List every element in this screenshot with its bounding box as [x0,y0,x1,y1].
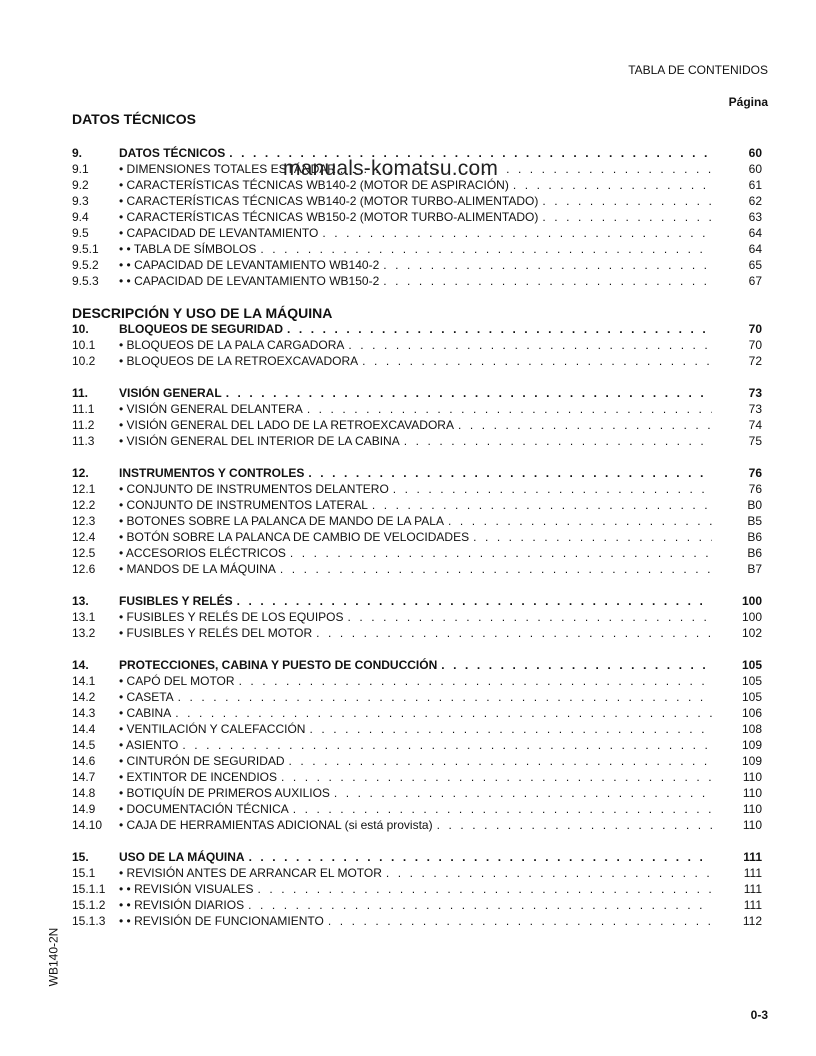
entry-page: 64 [748,242,762,256]
dot-leader [257,881,712,897]
entry-page: 105 [741,658,762,672]
entry-number: 11.3 [72,434,95,448]
entry-title: • VISIÓN GENERAL DEL LADO DE LA RETROEXCAVADORA [119,418,454,432]
toc-entry[interactable] [72,881,762,897]
entry-title: • ACCESORIOS ELÉCTRICOS [119,546,286,560]
dot-leader [441,657,712,673]
entry-title: DATOS TÉCNICOS [119,146,226,160]
entry-page: 108 [741,722,762,736]
entry-title: • BLOQUEOS DE LA PALA CARGADORA [119,338,345,352]
entry-page: 76 [748,482,762,496]
toc-entry[interactable] [72,913,762,929]
toc-group [72,321,762,369]
entry-number: 15.1.2 [72,898,106,912]
entry-page: 105 [741,690,762,704]
dot-leader [290,545,712,561]
entry-number: 12.3 [72,514,96,528]
entry-page: 63 [748,210,762,224]
dot-leader [322,225,712,241]
dot-leader [316,625,712,641]
toc-entry[interactable] [72,657,762,673]
entry-number: 14.7 [72,770,96,784]
toc-entry[interactable] [72,753,762,769]
entry-title: • VISIÓN GENERAL DELANTERA [119,402,303,416]
entry-page: 109 [741,738,762,752]
toc-entry[interactable] [72,705,762,721]
entry-title: • • CAPACIDAD DE LEVANTAMIENTO WB150-2 [119,274,380,288]
toc-entry[interactable] [72,529,762,545]
toc-entry[interactable] [72,257,762,273]
entry-number: 10. [72,322,89,336]
entry-number: 9.5 [72,226,89,240]
entry-page: 64 [748,226,762,240]
entry-number: 14. [72,658,89,672]
dot-leader [178,689,712,705]
toc-group [72,657,762,833]
running-header: TABLA DE CONTENIDOS [628,63,768,77]
section-heading: DATOS TÉCNICOS [72,111,196,127]
entry-title: • • TABLA DE SÍMBOLOS [119,242,257,256]
toc-entry[interactable] [72,433,762,449]
entry-number: 9.2 [72,178,89,192]
watermark: manuals-komatsu.com [283,157,499,180]
dot-leader [348,337,712,353]
entry-title: • BOTIQUÍN DE PRIMEROS AUXILIOS [119,786,330,800]
entry-title: • • REVISIÓN VISUALES [119,882,254,896]
entry-number: 13. [72,594,89,608]
dot-leader [248,897,712,913]
entry-number: 10.2 [72,354,96,368]
dot-leader [542,209,712,225]
entry-title: • CAPÓ DEL MOTOR [119,674,235,688]
entry-title: • VENTILACIÓN Y CALEFACCIÓN [119,722,306,736]
entry-title: • DIMENSIONES TOTALES ESTÁNDAR [119,162,336,176]
toc-entry[interactable] [72,241,762,257]
entry-number: 9.4 [72,210,89,224]
entry-title: FUSIBLES Y RELÉS [119,594,233,608]
entry-title: • CABINA [119,706,172,720]
page-number: 0-3 [750,1008,768,1022]
dot-leader [437,817,712,833]
entry-number: 14.2 [72,690,96,704]
entry-number: 14.4 [72,722,96,736]
toc-entry[interactable] [72,385,762,401]
entry-title: • FUSIBLES Y RELÉS DE LOS EQUIPOS [119,610,344,624]
toc-entry[interactable] [72,865,762,881]
entry-title: • • REVISIÓN DIARIOS [119,898,245,912]
dot-leader [289,753,712,769]
toc-group [72,385,762,449]
dot-leader [404,433,712,449]
entry-page: 110 [742,818,762,832]
toc-entry[interactable] [72,609,762,625]
entry-page: B5 [747,514,762,528]
entry-number: 9.5.1 [72,242,99,256]
entry-page: 112 [742,914,762,928]
dot-leader [308,465,712,481]
entry-number: 11.2 [72,418,95,432]
entry-page: 111 [743,866,762,880]
dot-leader [182,737,712,753]
entry-page: B6 [747,546,762,560]
dot-leader [175,705,712,721]
entry-title: USO DE LA MÁQUINA [119,850,245,864]
entry-page: 110 [742,770,762,784]
entry-number: 12.6 [72,562,96,576]
entry-title: • BLOQUEOS DE LA RETROEXCAVADORA [119,354,359,368]
entry-page: 102 [741,626,762,640]
dot-leader [458,417,712,433]
entry-number: 11.1 [72,402,95,416]
dot-leader [372,497,712,513]
entry-title: BLOQUEOS DE SEGURIDAD [119,322,284,336]
entry-number: 15. [72,850,89,864]
entry-page: 106 [741,706,762,720]
toc-entry[interactable] [72,721,762,737]
entry-number: 13.2 [72,626,96,640]
entry-number: 9.3 [72,194,89,208]
entry-title: • REVISIÓN ANTES DE ARRANCAR EL MOTOR [119,866,382,880]
toc-entry[interactable] [72,193,762,209]
toc-section-heading: DESCRIPCIÓN Y USO DE LA MÁQUINA [72,305,333,321]
toc-entry[interactable] [72,737,762,753]
toc-entry[interactable] [72,513,762,529]
entry-page: B0 [747,498,762,512]
entry-title: • CASETA [119,690,174,704]
entry-page: 111 [743,850,762,864]
entry-page: 65 [748,258,762,272]
entry-title: • CAPACIDAD DE LEVANTAMIENTO [119,226,319,240]
entry-number: 14.1 [72,674,96,688]
dot-leader [348,609,712,625]
entry-page: 100 [741,594,762,608]
toc-group [72,593,762,641]
entry-number: 13.1 [72,610,96,624]
toc-entry[interactable] [72,817,762,833]
toc-entry[interactable] [72,673,762,689]
entry-page: 60 [748,162,762,176]
toc-entry[interactable] [72,849,762,865]
dot-leader [328,913,712,929]
entry-page: 62 [748,194,762,208]
entry-title: • BOTÓN SOBRE LA PALANCA DE CAMBIO DE VELOCIDADES [119,530,470,544]
dot-leader [473,529,712,545]
dot-leader [287,321,712,337]
toc-entry[interactable] [72,593,762,609]
toc-entry[interactable] [72,897,762,913]
table-of-contents [72,145,762,929]
toc-entry[interactable] [72,225,762,241]
dot-leader [513,177,712,193]
entry-page: 73 [748,386,762,400]
toc-entry[interactable] [72,769,762,785]
page-column-label: Página [728,95,768,109]
model-code: WB140-2N [46,927,61,987]
entry-number: 14.10 [72,818,103,832]
entry-title: PROTECCIONES, CABINA Y PUESTO DE CONDUCCIÓN [119,658,438,672]
entry-page: 111 [743,882,762,896]
entry-page: 109 [741,754,762,768]
entry-page: 111 [743,898,762,912]
entry-page: 60 [748,146,762,160]
toc-entry[interactable] [72,801,762,817]
entry-number: 15.1 [72,866,96,880]
toc-entry[interactable] [72,481,762,497]
entry-page: B6 [747,530,762,544]
dot-leader [307,401,712,417]
dot-leader [237,593,712,609]
entry-number: 12.4 [72,530,96,544]
entry-title: • • REVISIÓN DE FUNCIONAMIENTO [119,914,324,928]
entry-number: 12.2 [72,498,96,512]
toc-entry[interactable] [72,209,762,225]
entry-number: 12.1 [72,482,96,496]
entry-number: 12.5 [72,546,96,560]
entry-number: 14.9 [72,802,96,816]
entry-number: 15.1.1 [72,882,106,896]
dot-leader [309,721,712,737]
entry-number: 9. [72,146,83,160]
toc-entry[interactable] [72,321,762,337]
entry-number: 14.3 [72,706,96,720]
entry-title: • • CAPACIDAD DE LEVANTAMIENTO WB140-2 [119,258,380,272]
entry-page: 67 [748,274,762,288]
entry-title: • CONJUNTO DE INSTRUMENTOS LATERAL [119,498,368,512]
toc-entry[interactable] [72,273,762,289]
entry-page: 110 [742,786,762,800]
entry-page: 75 [748,434,762,448]
toc-entry[interactable] [72,401,762,417]
entry-page: 110 [742,802,762,816]
dot-leader [383,257,712,273]
entry-number: 9.5.2 [72,258,99,272]
entry-title: • BOTONES SOBRE LA PALANCA DE MANDO DE LA PALA [119,514,444,528]
entry-page: 74 [748,418,762,432]
entry-page: 73 [748,402,762,416]
entry-page: B7 [747,562,762,576]
dot-leader [226,385,712,401]
toc-entry[interactable] [72,417,762,433]
toc-entry[interactable] [72,497,762,513]
entry-title: • CINTURÓN DE SEGURIDAD [119,754,285,768]
entry-title: • MANDOS DE LA MÁQUINA [119,562,276,576]
entry-number: 14.6 [72,754,96,768]
entry-page: 105 [741,674,762,688]
entry-title: • CARACTERÍSTICAS TÉCNICAS WB150-2 (MOTOR TURBO-ALIMENTADO) [119,210,539,224]
toc-entry[interactable] [72,785,762,801]
dot-leader [239,673,712,689]
entry-title: • FUSIBLES Y RELÉS DEL MOTOR [119,626,313,640]
dot-leader [386,865,712,881]
entry-page: 61 [748,178,762,192]
entry-title: • DOCUMENTACIÓN TÉCNICA [119,802,289,816]
dot-leader [281,769,712,785]
dot-leader [542,193,712,209]
dot-leader [393,481,712,497]
entry-title: • ASIENTO [119,738,179,752]
entry-title: VISIÓN GENERAL [119,386,222,400]
entry-title: • VISIÓN GENERAL DEL INTERIOR DE LA CABINA [119,434,400,448]
dot-leader [334,785,712,801]
entry-number: 10.1 [72,338,96,352]
entry-page: 72 [748,354,762,368]
dot-leader [280,561,712,577]
entry-page: 76 [748,466,762,480]
dot-leader [383,273,712,289]
entry-page: 70 [748,338,762,352]
dot-leader [249,849,712,865]
dot-leader [362,353,712,369]
toc-entry[interactable] [72,561,762,577]
toc-group [72,465,762,577]
entry-number: 12. [72,466,89,480]
entry-title: • CAJA DE HERRAMIENTAS ADICIONAL (si está provista) [119,818,433,832]
toc-entry[interactable] [72,465,762,481]
entry-title: • EXTINTOR DE INCENDIOS [119,770,277,784]
entry-title: • CARACTERÍSTICAS TÉCNICAS WB140-2 (MOTOR DE ASPIRACIÓN) [119,178,509,192]
toc-group [72,849,762,929]
toc-entry[interactable] [72,353,762,369]
entry-title: INSTRUMENTOS Y CONTROLES [119,466,305,480]
entry-number: 14.5 [72,738,96,752]
toc-entry[interactable] [72,625,762,641]
entry-number: 11. [72,386,89,400]
entry-title: • CARACTERÍSTICAS TÉCNICAS WB140-2 (MOTOR TURBO-ALIMENTADO) [119,194,539,208]
toc-entry[interactable] [72,545,762,561]
dot-leader [260,241,712,257]
entry-page: 100 [741,610,762,624]
entry-page: 70 [748,322,762,336]
toc-entry[interactable] [72,337,762,353]
toc-entry[interactable] [72,689,762,705]
dot-leader [293,801,712,817]
entry-number: 9.5.3 [72,274,99,288]
entry-title: • CONJUNTO DE INSTRUMENTOS DELANTERO [119,482,389,496]
entry-number: 15.1.3 [72,914,106,928]
entry-number: 14.8 [72,786,96,800]
dot-leader [448,513,712,529]
entry-number: 9.1 [72,162,89,176]
